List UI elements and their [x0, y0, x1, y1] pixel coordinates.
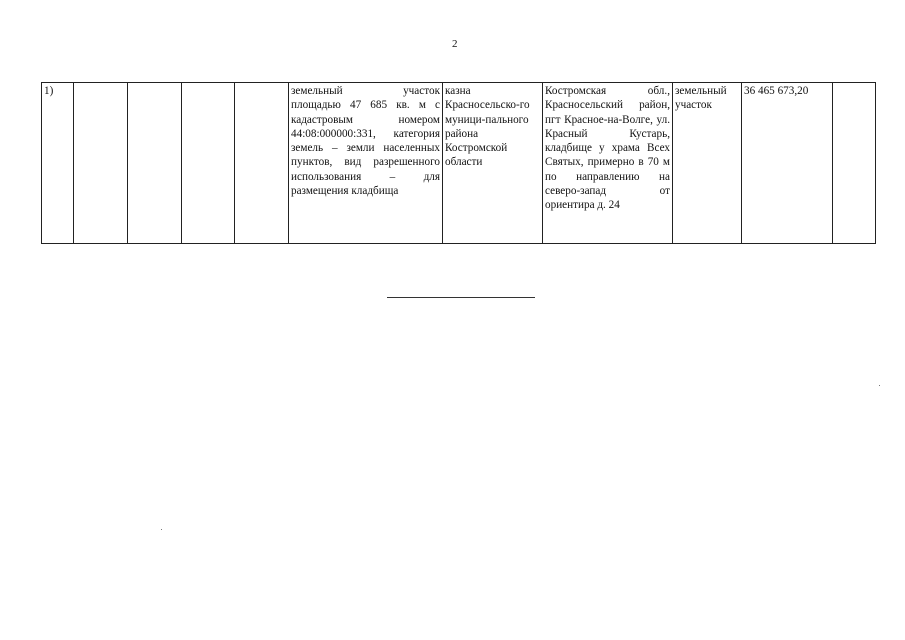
cell-address	[543, 83, 673, 244]
cell-holder	[443, 83, 543, 244]
description-text: площадью 47 685 кв. м с кадастровым номером 44:08:000000:331, категория земель – земли населенных пунктов, вид разрешенного использования – для размещения кладбища	[291, 99, 440, 198]
cell-empty-last	[833, 83, 876, 244]
description-word-2: участок	[403, 85, 440, 97]
cell-empty-5	[235, 83, 289, 244]
cell-empty-4	[182, 83, 235, 244]
scan-speck	[161, 529, 162, 530]
value-text: 36 465 673,20	[744, 85, 809, 97]
cell-index: 1)	[42, 83, 74, 244]
page-number: 2	[452, 38, 458, 50]
holder-text: казна Красносельско-го муници-пального района Костромской области	[445, 85, 530, 169]
registry-table	[41, 82, 876, 244]
address-text: Костромская обл., Красносельский район, пгт Красное-на-Волге, ул. Красный Кустарь, кладбище у храма Всех Святых, примерно в 70 м по направлению на северо-запад от ориентира д. 24	[545, 85, 670, 212]
cell-value	[742, 83, 833, 244]
cell-description	[289, 83, 443, 244]
table-row	[42, 83, 876, 244]
cell-empty-3	[128, 83, 182, 244]
cell-empty-2	[74, 83, 128, 244]
description-word-1: земельный	[291, 85, 343, 97]
description-first-line	[291, 84, 440, 98]
cell-object-type	[673, 83, 742, 244]
separator-line	[387, 297, 535, 298]
scan-speck	[879, 385, 880, 386]
object-type-text: земельный участок	[675, 85, 727, 112]
